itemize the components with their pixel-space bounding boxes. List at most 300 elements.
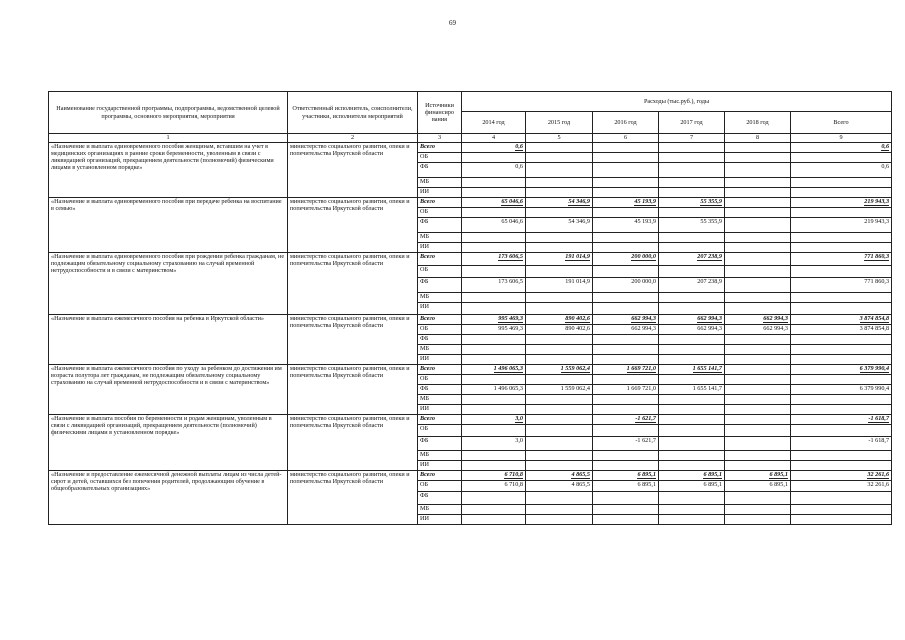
amount-cell [725, 303, 791, 315]
header-year-2016: 2016 год [593, 112, 659, 134]
amount-cell [462, 218, 526, 233]
table-row [49, 415, 892, 425]
amount-value: 6 895,1 [703, 471, 722, 478]
amount-cell [725, 208, 791, 218]
amount-cell [659, 481, 725, 492]
amount-cell [526, 425, 593, 437]
amount-cell [725, 253, 791, 266]
amount-cell [526, 492, 593, 505]
amount-cell [462, 425, 526, 437]
amount-cell [659, 345, 725, 355]
amount-cell [791, 375, 892, 385]
amount-cell [791, 303, 892, 315]
source-label: ФБ [418, 163, 462, 178]
amount-cell [593, 315, 659, 325]
amount-value: 0,6 [515, 143, 523, 150]
amount-value: 662 994,3 [763, 325, 788, 332]
header-year-2017: 2017 год [659, 112, 725, 134]
source-label: Всего [418, 365, 462, 375]
amount-cell [791, 481, 892, 492]
amount-cell [791, 515, 892, 525]
amount-cell [725, 375, 791, 385]
amount-cell [725, 492, 791, 505]
source-label: ФБ [418, 385, 462, 395]
source-label: Всего [418, 143, 462, 153]
source-label: Всего [418, 253, 462, 266]
measure-name: «Назначение и выплата единовременного пособия при передаче ребенка на воспитание в семью» [49, 198, 288, 253]
amount-value: 55 355,9 [700, 198, 722, 205]
amount-cell [659, 365, 725, 375]
amount-cell [659, 278, 725, 293]
amount-cell [462, 163, 526, 178]
amount-value: 54 346,9 [568, 198, 590, 205]
amount-cell [791, 335, 892, 345]
amount-cell [725, 365, 791, 375]
amount-value: 219 943,3 [864, 198, 890, 205]
amount-cell [725, 163, 791, 178]
amount-value: 45 193,9 [634, 218, 656, 225]
amount-value: 771 860,3 [864, 253, 890, 260]
amount-value: 662 994,3 [697, 315, 722, 322]
amount-cell [593, 278, 659, 293]
amount-cell [462, 178, 526, 188]
amount-cell [791, 461, 892, 471]
source-label: ФБ [418, 437, 462, 451]
amount-cell [526, 471, 593, 481]
amount-cell [593, 266, 659, 278]
amount-value: 1 559 062,4 [560, 365, 590, 372]
amount-cell [725, 335, 791, 345]
amount-cell [659, 437, 725, 451]
amount-cell [659, 385, 725, 395]
source-label: МБ [418, 451, 462, 461]
source-label: ФБ [418, 335, 462, 345]
amount-cell [659, 425, 725, 437]
column-index: 3 [418, 134, 462, 143]
amount-value: 200 000,0 [631, 278, 656, 285]
amount-cell [593, 143, 659, 153]
source-label: ИИ [418, 188, 462, 198]
header-year-2018: 2018 год [725, 112, 791, 134]
amount-cell [462, 266, 526, 278]
amount-cell [526, 178, 593, 188]
amount-cell [659, 253, 725, 266]
amount-cell [725, 471, 791, 481]
header-year-2014: 2014 год [462, 112, 526, 134]
source-label: МБ [418, 178, 462, 188]
amount-cell [725, 481, 791, 492]
amount-cell [462, 233, 526, 243]
source-label: ИИ [418, 355, 462, 365]
measure-executor: министерство социального развития, опеки и попечительства Иркутской области [288, 198, 418, 253]
amount-cell [593, 243, 659, 253]
amount-cell [659, 208, 725, 218]
amount-cell [659, 315, 725, 325]
amount-cell [462, 415, 526, 425]
table-row [49, 315, 892, 325]
amount-cell [593, 492, 659, 505]
amount-cell [526, 505, 593, 515]
amount-cell [593, 293, 659, 303]
amount-cell [725, 153, 791, 163]
amount-cell [725, 233, 791, 243]
amount-cell [526, 303, 593, 315]
amount-cell [526, 293, 593, 303]
source-label: Всего [418, 471, 462, 481]
amount-cell [526, 253, 593, 266]
amount-cell [462, 198, 526, 208]
amount-cell [462, 395, 526, 405]
amount-cell [725, 266, 791, 278]
amount-cell [526, 243, 593, 253]
amount-cell [725, 385, 791, 395]
amount-cell [462, 451, 526, 461]
amount-cell [593, 415, 659, 425]
amount-cell [725, 461, 791, 471]
budget-table [48, 91, 892, 525]
header-source: Источники финансиро вания [418, 92, 462, 134]
amount-value: 6 895,1 [769, 481, 788, 488]
amount-cell [526, 375, 593, 385]
amount-cell [659, 233, 725, 243]
header-total: Всего [791, 112, 892, 134]
amount-cell [462, 278, 526, 293]
amount-cell [526, 153, 593, 163]
amount-cell [791, 266, 892, 278]
header-executor: Ответственный исполнитель, соисполнители, участники, исполнители мероприятий [288, 92, 418, 134]
amount-cell [791, 355, 892, 365]
amount-cell [593, 303, 659, 315]
amount-value: 3,0 [515, 415, 523, 422]
amount-cell [659, 355, 725, 365]
budget-table-body [49, 143, 892, 525]
source-label: ОБ [418, 325, 462, 335]
source-label: ИИ [418, 303, 462, 315]
amount-cell [526, 405, 593, 415]
amount-cell [526, 385, 593, 395]
amount-cell [725, 293, 791, 303]
amount-value: -1 621,7 [635, 437, 656, 444]
amount-cell [462, 461, 526, 471]
source-label: МБ [418, 345, 462, 355]
source-label: ОБ [418, 266, 462, 278]
amount-cell [593, 471, 659, 481]
amount-cell [462, 143, 526, 153]
amount-value: 0,6 [881, 163, 890, 170]
measure-name: «Назначение и выплата ежемесячного пособия на ребенка в Иркутской области» [49, 315, 288, 365]
amount-value: 54 346,9 [568, 218, 590, 225]
amount-cell [593, 325, 659, 335]
amount-cell [659, 375, 725, 385]
amount-value: 995 469,3 [498, 315, 523, 322]
amount-cell [526, 515, 593, 525]
amount-cell [725, 325, 791, 335]
amount-value: 207 238,9 [697, 253, 722, 260]
amount-cell [593, 335, 659, 345]
amount-cell [462, 492, 526, 505]
amount-cell [593, 218, 659, 233]
amount-cell [659, 188, 725, 198]
amount-cell [791, 492, 892, 505]
page-number: 69 [449, 19, 456, 27]
amount-cell [659, 243, 725, 253]
amount-value: 1 655 141,7 [692, 365, 722, 372]
measure-name: «Назначение и выплата пособия по беременности и родам женщинам, уволенным в связи с ликвидацией организаций, прекращением деятельности (полномочий) физическими лицами в установленном порядке» [49, 415, 288, 471]
column-index: 2 [288, 134, 418, 143]
amount-cell [462, 315, 526, 325]
amount-value: 662 994,3 [631, 325, 656, 332]
source-label: ОБ [418, 481, 462, 492]
header-program: Наименование государственной программы, подпрограммы, ведомственной целевой программы, основного мероприятия, мероприятия [49, 92, 288, 134]
amount-cell [462, 405, 526, 415]
amount-cell [659, 492, 725, 505]
column-index: 8 [725, 134, 791, 143]
source-label: МБ [418, 233, 462, 243]
amount-cell [791, 405, 892, 415]
amount-value: 771 860,3 [864, 278, 890, 285]
amount-cell [593, 178, 659, 188]
amount-cell [593, 515, 659, 525]
amount-cell [659, 153, 725, 163]
amount-cell [791, 437, 892, 451]
amount-cell [462, 355, 526, 365]
amount-cell [462, 303, 526, 315]
amount-value: 3 874 854,8 [859, 315, 890, 322]
amount-cell [659, 471, 725, 481]
amount-cell [526, 233, 593, 243]
amount-value: 32 261,6 [867, 481, 890, 488]
amount-cell [593, 365, 659, 375]
amount-value: 6 379 990,4 [859, 385, 890, 392]
amount-cell [462, 243, 526, 253]
amount-cell [791, 505, 892, 515]
amount-cell [725, 198, 791, 208]
amount-cell [725, 425, 791, 437]
amount-value: 219 943,3 [864, 218, 890, 225]
amount-cell [593, 355, 659, 365]
amount-cell [593, 375, 659, 385]
column-index: 7 [659, 134, 725, 143]
source-label: Всего [418, 315, 462, 325]
amount-value: 1 655 141,7 [692, 385, 722, 392]
amount-value: 6 379 990,4 [859, 365, 890, 372]
amount-cell [526, 481, 593, 492]
amount-cell [659, 178, 725, 188]
amount-cell [725, 395, 791, 405]
amount-value: -1 618,7 [868, 415, 890, 422]
measure-executor: министерство социального развития, опеки и попечительства Иркутской области [288, 315, 418, 365]
measure-name: «Назначение и выплата единовременного пособия женщинам, вставшим на учет в медицинских организациях в ранние сроки беременности, уволенным в связи с ликвидацией организаций, прекращением деятельности (полномочий) физическими лицами в установленном порядке» [49, 143, 288, 198]
amount-cell [462, 437, 526, 451]
amount-cell [526, 335, 593, 345]
amount-cell [791, 365, 892, 375]
amount-cell [659, 163, 725, 178]
amount-cell [526, 365, 593, 375]
amount-cell [462, 208, 526, 218]
amount-value: 65 046,6 [501, 218, 523, 225]
measure-executor: министерство социального развития, опеки и попечительства Иркутской области [288, 471, 418, 525]
amount-cell [791, 153, 892, 163]
amount-cell [791, 218, 892, 233]
amount-cell [593, 188, 659, 198]
source-label: МБ [418, 293, 462, 303]
amount-cell [593, 405, 659, 415]
amount-cell [593, 153, 659, 163]
amount-cell [725, 178, 791, 188]
amount-cell [462, 325, 526, 335]
amount-cell [593, 233, 659, 243]
amount-cell [462, 385, 526, 395]
amount-value: 191 014,9 [565, 278, 590, 285]
amount-cell [593, 345, 659, 355]
amount-cell [526, 315, 593, 325]
column-index: 5 [526, 134, 593, 143]
amount-cell [659, 505, 725, 515]
source-label: МБ [418, 505, 462, 515]
amount-cell [593, 385, 659, 395]
amount-cell [526, 278, 593, 293]
amount-cell [659, 198, 725, 208]
amount-cell [593, 505, 659, 515]
amount-cell [593, 451, 659, 461]
amount-cell [526, 451, 593, 461]
amount-cell [526, 266, 593, 278]
amount-cell [526, 345, 593, 355]
header-year-2015: 2015 год [526, 112, 593, 134]
amount-value: 200 000,0 [631, 253, 656, 260]
amount-value: 6 710,8 [504, 471, 523, 478]
amount-value: 1 669 721,0 [626, 365, 656, 372]
amount-value: 173 606,5 [498, 278, 523, 285]
amount-cell [725, 315, 791, 325]
source-label: ФБ [418, 218, 462, 233]
table-row [49, 253, 892, 266]
amount-value: 173 606,5 [498, 253, 523, 260]
table-row [49, 471, 892, 481]
amount-cell [462, 365, 526, 375]
amount-cell [791, 345, 892, 355]
amount-cell [659, 293, 725, 303]
amount-cell [725, 243, 791, 253]
amount-cell [791, 451, 892, 461]
amount-cell [526, 198, 593, 208]
amount-cell [725, 451, 791, 461]
measure-name: «Назначение и выплата ежемесячного пособия по уходу за ребенком до достижения им возраста полутора лет гражданам, не подлежащим обязательному социальному страхованию на случай временной нетрудоспособности и в связи с материнством» [49, 365, 288, 415]
amount-cell [791, 278, 892, 293]
amount-value: 1 496 065,3 [493, 385, 523, 392]
amount-cell [791, 325, 892, 335]
measure-executor: министерство социального развития, опеки и попечительства Иркутской области [288, 365, 418, 415]
amount-value: 207 238,9 [697, 278, 722, 285]
amount-cell [462, 153, 526, 163]
amount-value: 6 895,1 [637, 481, 656, 488]
amount-cell [462, 253, 526, 266]
amount-value: 662 994,3 [697, 325, 722, 332]
amount-cell [725, 515, 791, 525]
amount-value: 662 994,3 [631, 315, 656, 322]
amount-cell [526, 437, 593, 451]
amount-cell [791, 315, 892, 325]
amount-cell [526, 163, 593, 178]
amount-value: 1 496 065,3 [493, 365, 523, 372]
amount-cell [526, 355, 593, 365]
amount-value: 1 669 721,0 [626, 385, 656, 392]
amount-cell [659, 335, 725, 345]
amount-cell [791, 395, 892, 405]
amount-cell [659, 451, 725, 461]
column-index: 6 [593, 134, 659, 143]
amount-cell [725, 143, 791, 153]
amount-cell [659, 266, 725, 278]
amount-cell [593, 461, 659, 471]
amount-value: 45 193,9 [634, 198, 656, 205]
amount-cell [791, 178, 892, 188]
amount-cell [526, 218, 593, 233]
source-label: ОБ [418, 425, 462, 437]
amount-value: 890 402,6 [565, 315, 590, 322]
source-label: ИИ [418, 515, 462, 525]
table-row [49, 365, 892, 375]
amount-cell [791, 198, 892, 208]
source-label: ОБ [418, 375, 462, 385]
table-row [49, 143, 892, 153]
source-label: ИИ [418, 405, 462, 415]
amount-cell [725, 437, 791, 451]
amount-cell [791, 233, 892, 243]
amount-value: -1 621,7 [635, 415, 656, 422]
amount-cell [659, 415, 725, 425]
source-label: Всего [418, 415, 462, 425]
amount-cell [659, 405, 725, 415]
amount-cell [593, 253, 659, 266]
amount-cell [791, 208, 892, 218]
measure-executor: министерство социального развития, опеки и попечительства Иркутской области [288, 143, 418, 198]
amount-cell [659, 143, 725, 153]
source-label: ОБ [418, 153, 462, 163]
measure-name: «Назначение и выплата единовременного пособия при рождении ребенка гражданам, не подлежащим обязательному социальному страхованию на случай временной нетрудоспособности и в связи с материнством» [49, 253, 288, 315]
amount-value: 995 469,3 [498, 325, 523, 332]
amount-value: 0,6 [881, 143, 890, 150]
amount-value: 3,0 [515, 437, 523, 444]
amount-value: 32 261,6 [867, 471, 890, 478]
amount-cell [791, 471, 892, 481]
amount-cell [725, 188, 791, 198]
amount-value: 662 994,3 [763, 315, 788, 322]
amount-value: -1 618,7 [868, 437, 890, 444]
column-index: 1 [49, 134, 288, 143]
amount-value: 1 559 062,4 [560, 385, 590, 392]
amount-cell [725, 355, 791, 365]
amount-cell [526, 325, 593, 335]
amount-cell [725, 505, 791, 515]
amount-cell [791, 143, 892, 153]
amount-value: 6 710,8 [504, 481, 523, 488]
amount-cell [791, 253, 892, 266]
amount-cell [593, 395, 659, 405]
header-expenses: Расходы (тыс.руб.), годы [462, 92, 892, 112]
amount-cell [593, 437, 659, 451]
amount-cell [725, 278, 791, 293]
amount-cell [462, 481, 526, 492]
column-index: 9 [791, 134, 892, 143]
amount-value: 0,6 [515, 163, 523, 170]
table-row [49, 198, 892, 208]
amount-cell [526, 188, 593, 198]
amount-cell [659, 303, 725, 315]
amount-value: 4 865,5 [571, 471, 590, 478]
amount-cell [791, 293, 892, 303]
amount-cell [462, 505, 526, 515]
